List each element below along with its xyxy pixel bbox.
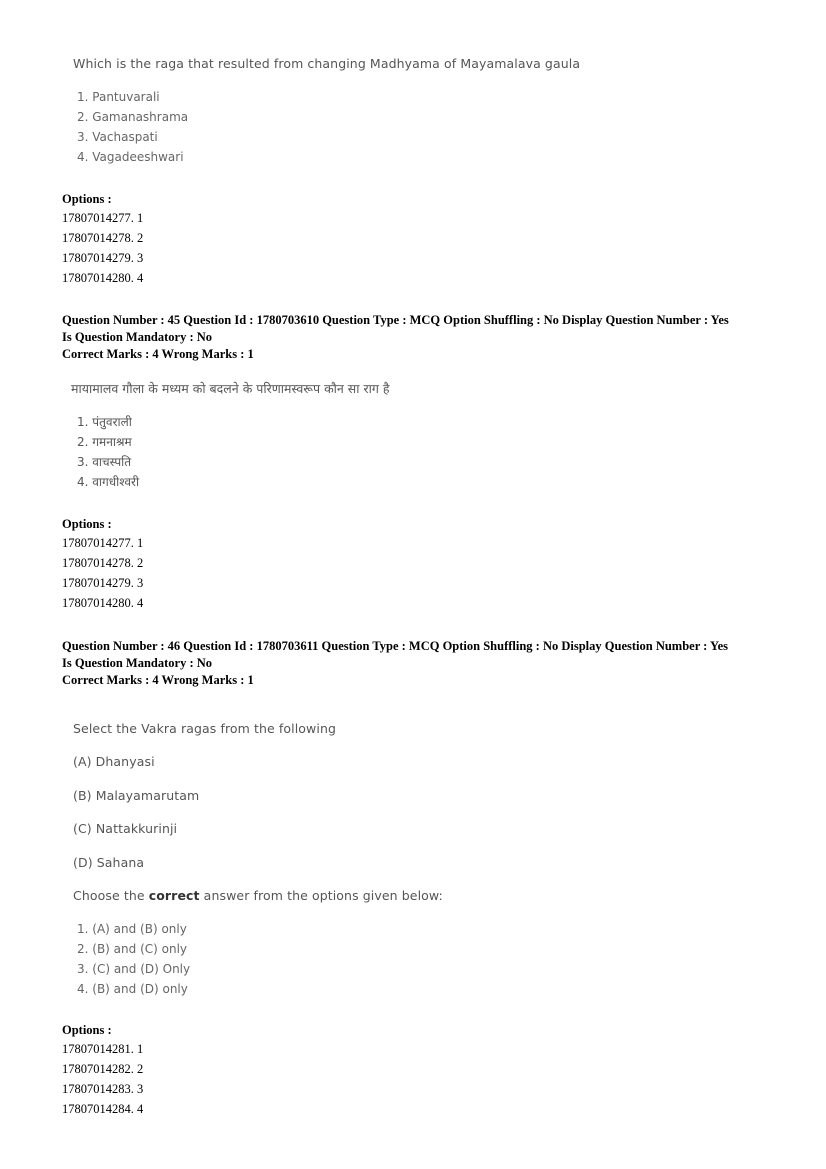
q45-choice-list — [77, 412, 139, 492]
q46-marks: Correct Marks : 4 Wrong Marks : 1 — [62, 673, 254, 687]
q46-question-text: Select the Vakra ragas from the following — [73, 721, 336, 736]
option-row: 17807014280. 4 — [62, 271, 144, 285]
option-row: 17807014278. 2 — [62, 556, 144, 570]
q44-choice-list — [77, 87, 188, 167]
q44-choice: 2. Gamanashrama — [77, 110, 189, 124]
q45-options-label: Options : — [62, 517, 112, 531]
option-row: 17807014279. 3 — [62, 576, 144, 590]
q45-choice: 1. पंतुवराली — [77, 415, 132, 429]
q45-meta — [62, 312, 729, 363]
q46-choice: 1. (A) and (B) only — [77, 922, 187, 936]
q46-choice: 4. (B) and (D) only — [77, 982, 188, 996]
q46-item: (A) Dhanyasi — [73, 754, 155, 769]
option-row: 17807014281. 1 — [62, 1042, 144, 1056]
q45-mandatory: Is Question Mandatory : No — [62, 330, 213, 344]
q46-item: (D) Sahana — [73, 855, 145, 870]
option-row: 17807014283. 3 — [62, 1082, 144, 1096]
q44-options-list — [62, 208, 143, 288]
option-row: 17807014277. 1 — [62, 536, 144, 550]
q45-marks: Correct Marks : 4 Wrong Marks : 1 — [62, 347, 254, 361]
q46-item: (C) Nattakkurinji — [73, 821, 178, 836]
option-row: 17807014280. 4 — [62, 596, 144, 610]
q45-choice: 4. वागधीश्वरी — [77, 475, 140, 489]
q45-question-text: मायामालव गौला के मध्यम को बदलने के परिणामस्वरूप कौन सा राग है — [71, 381, 390, 396]
q45-options-list — [62, 533, 143, 613]
q46-choice: 3. (C) and (D) Only — [77, 962, 191, 976]
option-row: 17807014284. 4 — [62, 1102, 144, 1116]
q46-choice: 2. (B) and (C) only — [77, 942, 188, 956]
q46-instruction — [73, 888, 443, 903]
q46-item: (B) Malayamarutam — [73, 788, 200, 803]
option-row: 17807014278. 2 — [62, 231, 144, 245]
option-row: 17807014277. 1 — [62, 211, 144, 225]
q45-meta-line: Question Number : 45 Question Id : 1780703610 Question Type : MCQ Option Shuffling : No Display Question Number : Yes — [62, 313, 729, 327]
q44-choice: 1. Pantuvarali — [77, 90, 160, 104]
option-row: 17807014279. 3 — [62, 251, 144, 265]
q46-options-label: Options : — [62, 1023, 112, 1037]
instruction-text: Choose the — [73, 888, 149, 903]
q44-choice: 3. Vachaspati — [77, 130, 158, 144]
q45-choice: 3. वाचस्पति — [77, 455, 132, 469]
q45-choice: 2. गमनाश्रम — [77, 435, 132, 449]
q46-meta-line: Question Number : 46 Question Id : 1780703611 Question Type : MCQ Option Shuffling : No Display Question Number : Yes — [62, 639, 729, 653]
q44-question-text: Which is the raga that resulted from changing Madhyama of Mayamalava gaula — [73, 56, 581, 71]
instruction-text: answer from the options given below: — [199, 888, 443, 903]
q44-choice: 4. Vagadeeshwari — [77, 150, 184, 164]
option-row: 17807014282. 2 — [62, 1062, 144, 1076]
q44-options-label: Options : — [62, 192, 112, 206]
q46-choice-list — [77, 919, 190, 999]
q46-meta — [62, 638, 728, 689]
instruction-emphasis: correct — [148, 888, 200, 903]
q46-options-list — [62, 1039, 143, 1119]
q46-mandatory: Is Question Mandatory : No — [62, 656, 213, 670]
